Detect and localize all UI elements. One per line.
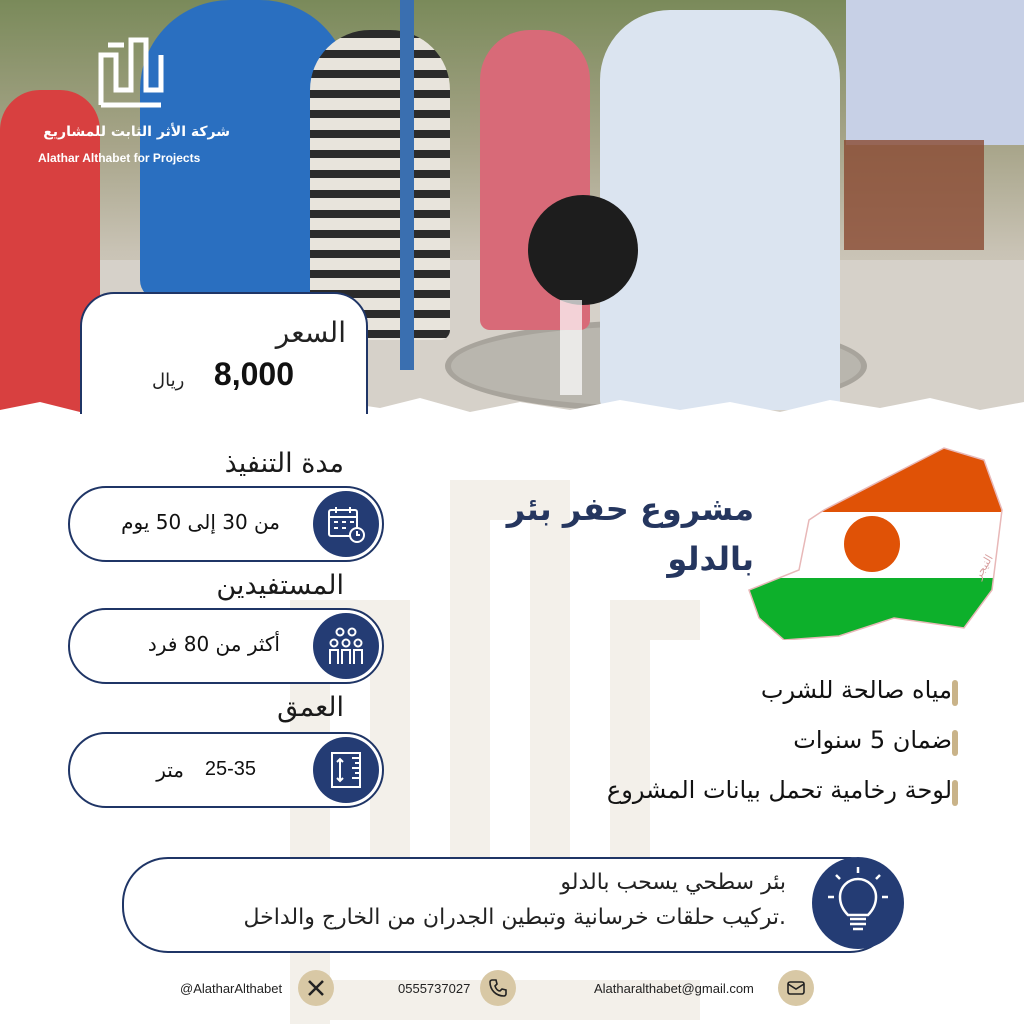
email-address[interactable]: Alatharalthabet@gmail.com [594,981,754,996]
project-title-line2: بالدلو [667,540,754,578]
x-twitter-icon[interactable] [298,970,334,1006]
beneficiaries-pill [68,608,384,684]
beneficiaries-value: أكثر من 80 فرد [147,632,280,656]
brand-name-arabic: شركة الأثر الثابت للمشاريع [43,124,230,140]
feature-bullet [952,680,958,706]
info-line-2: تركيب حلقات خرسانية وتبطين الجدران من الخارج والداخل. [243,905,786,930]
price-currency: ريال [152,370,185,391]
price-card [80,292,368,414]
feature-bullet [952,780,958,806]
project-title [507,484,754,584]
mail-icon[interactable] [778,970,814,1006]
company-logo [96,30,166,110]
project-title-line1: مشروع حفر بئر [506,490,754,528]
calendar-clock-icon [313,491,379,557]
price-label: السعر [275,316,346,349]
info-line-1: بئر سطحي يسحب بالدلو [560,870,786,895]
niger-flag-map [744,440,1006,640]
feature-bullet [952,730,958,756]
duration-title: مدة التنفيذ [224,448,344,479]
duration-value: من 30 إلى 50 يوم [121,510,280,534]
depth-title: العمق [277,692,344,723]
depth-ruler-icon [313,737,379,803]
duration-pill [68,486,384,562]
phone-icon[interactable] [480,970,516,1006]
feature-item-3: لوحة رخامية تحمل بيانات المشروع [606,776,952,804]
phone-number[interactable]: 0555737027 [398,981,471,996]
twitter-handle[interactable]: @AlatharAlthabet [180,981,283,996]
map-label: النيجر [971,552,996,582]
beneficiaries-title: المستفيدين [216,570,344,601]
bucket-image [528,195,638,305]
depth-range: 25-35 [204,758,256,780]
feature-item-2: ضمان 5 سنوات [793,726,952,754]
lightbulb-icon [812,857,904,949]
people-group-icon [313,613,379,679]
price-value: 8,000 [213,356,294,392]
feature-item-1: مياه صالحة للشرب [760,676,952,704]
brand-name-english: Alathar Althabet for Projects [38,151,201,165]
depth-unit: متر [156,758,184,782]
depth-pill [68,732,384,808]
